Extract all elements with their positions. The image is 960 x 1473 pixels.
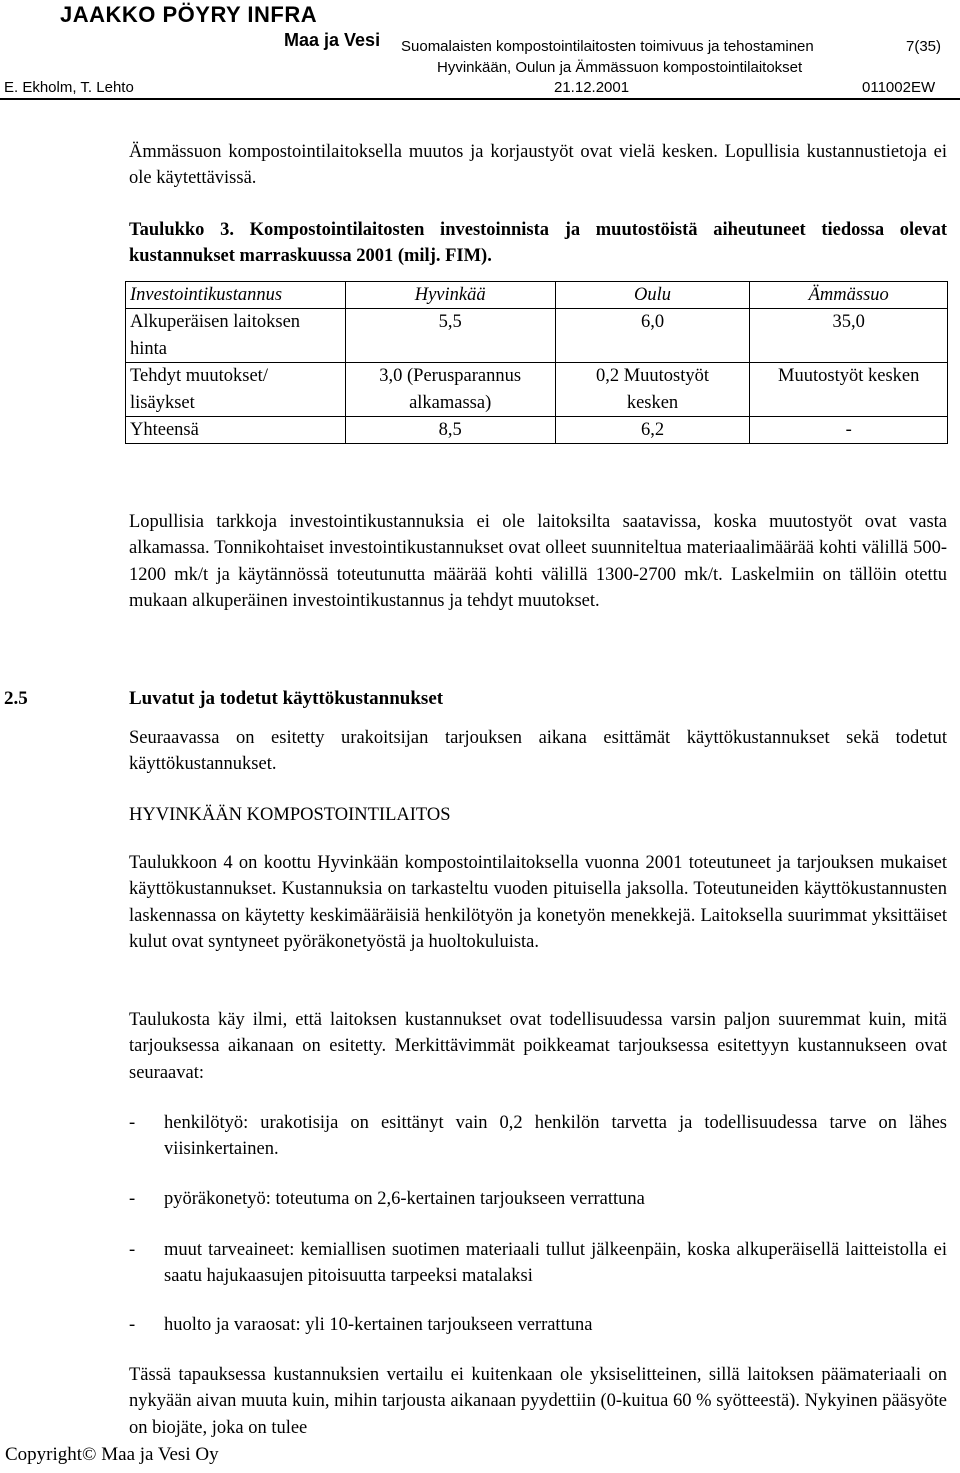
table-row xyxy=(126,309,948,363)
table-header-cell: Investointikustannus xyxy=(126,282,346,309)
table-cell: 6,2 xyxy=(555,417,750,444)
table-cell: Muutostyöt kesken xyxy=(750,363,948,417)
header-divider xyxy=(0,98,960,100)
list-item: huolto ja varaosat: yli 10-kertainen tarjoukseen verrattuna xyxy=(164,1315,593,1335)
document-code: 011002EW xyxy=(862,79,936,96)
table-header-cell: Oulu xyxy=(555,282,750,309)
company-logo: JAAKKO PÖYRY INFRA xyxy=(60,2,318,27)
document-title: Suomalaisten kompostointilaitosten toimivuus ja tehostaminen xyxy=(401,38,814,55)
list-item: pyöräkonetyö: toteutuma on 2,6-kertainen tarjoukseen verrattuna xyxy=(164,1189,645,1209)
section-intro: Seuraavassa on esitetty urakoitsijan tarjouksen aikana esittämät käyttökustannukset sekä todetut käyttökustannukset. xyxy=(129,728,947,775)
paragraph-3: Taulukosta käy ilmi, että laitoksen kustannukset ovat todellisuudessa varsin paljon suuremmat kuin, mitä tarjouksessa aikanaan on esitetty. Merkittävimmät poikkeamat tarjouksessa esitettyyn kustannukseen ovat seuraavat: xyxy=(129,1010,947,1083)
table-cell: Yhteensä xyxy=(126,417,346,444)
table-cell: 35,0 xyxy=(750,309,948,363)
bullet-marker: - xyxy=(129,1315,136,1335)
intro-paragraph: Ämmässuon kompostointilaitoksella muutos ja korjaustyöt ovat vielä kesken. Lopullisia kustannustietoja ei ole käytettävissä. xyxy=(129,142,947,189)
page-number: 7(35) xyxy=(906,38,942,55)
table-header-cell: Ämmässuo xyxy=(750,282,948,309)
paragraph-after-table: Lopullisia tarkkoja investointikustannuksia ei ole laitoksilta saatavissa, koska muutostyöt ovat vasta alkamassa. Tonnikohtaiset investointikustannukset ovat olleet suunniteltua materiaalimäärää kohti välillä 500-1200 mk/t ja käytännössä toteutunutta määrää kohti välillä 1300-2700 mk/t. Laskelmiin on tällöin otettu mukaan alkuperäinen investointikustannus ja tehdyt muutokset. xyxy=(129,512,947,612)
table-cell: 3,0 (Perusparannus alkamassa) xyxy=(345,363,555,417)
bullet-marker: - xyxy=(129,1240,136,1260)
table-cell: 5,5 xyxy=(345,309,555,363)
company-division-logo: Maa ja Vesi xyxy=(284,30,381,50)
table-cell: 0,2 Muutostyöt kesken xyxy=(555,363,750,417)
bullet-marker: - xyxy=(129,1113,136,1133)
document-subtitle: Hyvinkään, Oulun ja Ämmässuon kompostointilaitokset xyxy=(437,59,803,76)
table-cell: 6,0 xyxy=(555,309,750,363)
copyright-footer: Copyright© Maa ja Vesi Oy xyxy=(5,1444,219,1465)
cost-table xyxy=(125,281,948,444)
list-item: henkilötyö: urakotisija on esittänyt vain 0,2 henkilön tarvetta ja todellisuudessa tarve on lähes viisinkertainen. xyxy=(164,1113,947,1160)
list-item: muut tarveaineet: kemiallisen suotimen materiaali tullut jälkeenpäin, koska alkuperäisellä laitteistolla ei saatu hajukaasujen pitoisuutta tarpeeksi matalaksi xyxy=(164,1240,947,1287)
subheading: HYVINKÄÄN KOMPOSTOINTILAITOS xyxy=(129,805,451,825)
paragraph-4: Tässä tapauksessa kustannuksien vertailu ei kuitenkaan ole yksiselitteinen, sillä laitoksen päämateriaali on nykyään aivan muuta kuin, mihin tarjousta aikanaan pyydettiin (0-kuitua 60 % syötteestä). Nykyinen pääsyöte on biojäte, joka on tulee xyxy=(129,1365,947,1438)
document-date: 21.12.2001 xyxy=(554,79,630,96)
table-cell: Alkuperäisen laitoksen hinta xyxy=(126,309,346,363)
table-row xyxy=(126,417,948,444)
section-number: 2.5 xyxy=(4,688,28,709)
table-cell: 8,5 xyxy=(345,417,555,444)
table-cell: - xyxy=(750,417,948,444)
section-title: Luvatut ja todetut käyttökustannukset xyxy=(129,688,444,709)
table-row xyxy=(126,363,948,417)
table-cell: Tehdyt muutokset/ lisäykset xyxy=(126,363,346,417)
bullet-marker: - xyxy=(129,1189,136,1209)
table-header-cell: Hyvinkää xyxy=(345,282,555,309)
table-header-row xyxy=(126,282,948,309)
authors: E. Ekholm, T. Lehto xyxy=(4,79,134,96)
paragraph-2: Taulukkoon 4 on koottu Hyvinkään kompostointilaitoksella vuonna 2001 toteutuneet ja tarjouksen mukaiset käyttökustannukset. Kustannuksia on tarkasteltu vuoden pituisella jaksolla. Toteutuneiden käyttökustannusten laskennassa on käytetty keskimääräisiä henkilötyön ja konetyön menekkejä. Laitoksella suurimmat yksittäiset kulut ovat syntyneet pyöräkonetyöstä ja huoltokuluista. xyxy=(129,853,947,953)
table-caption: Taulukko 3. Kompostointilaitosten investoinnista ja muutostöistä aiheutuneet tiedossa olevat kustannukset marraskuussa 2001 (milj. FIM). xyxy=(129,220,947,267)
